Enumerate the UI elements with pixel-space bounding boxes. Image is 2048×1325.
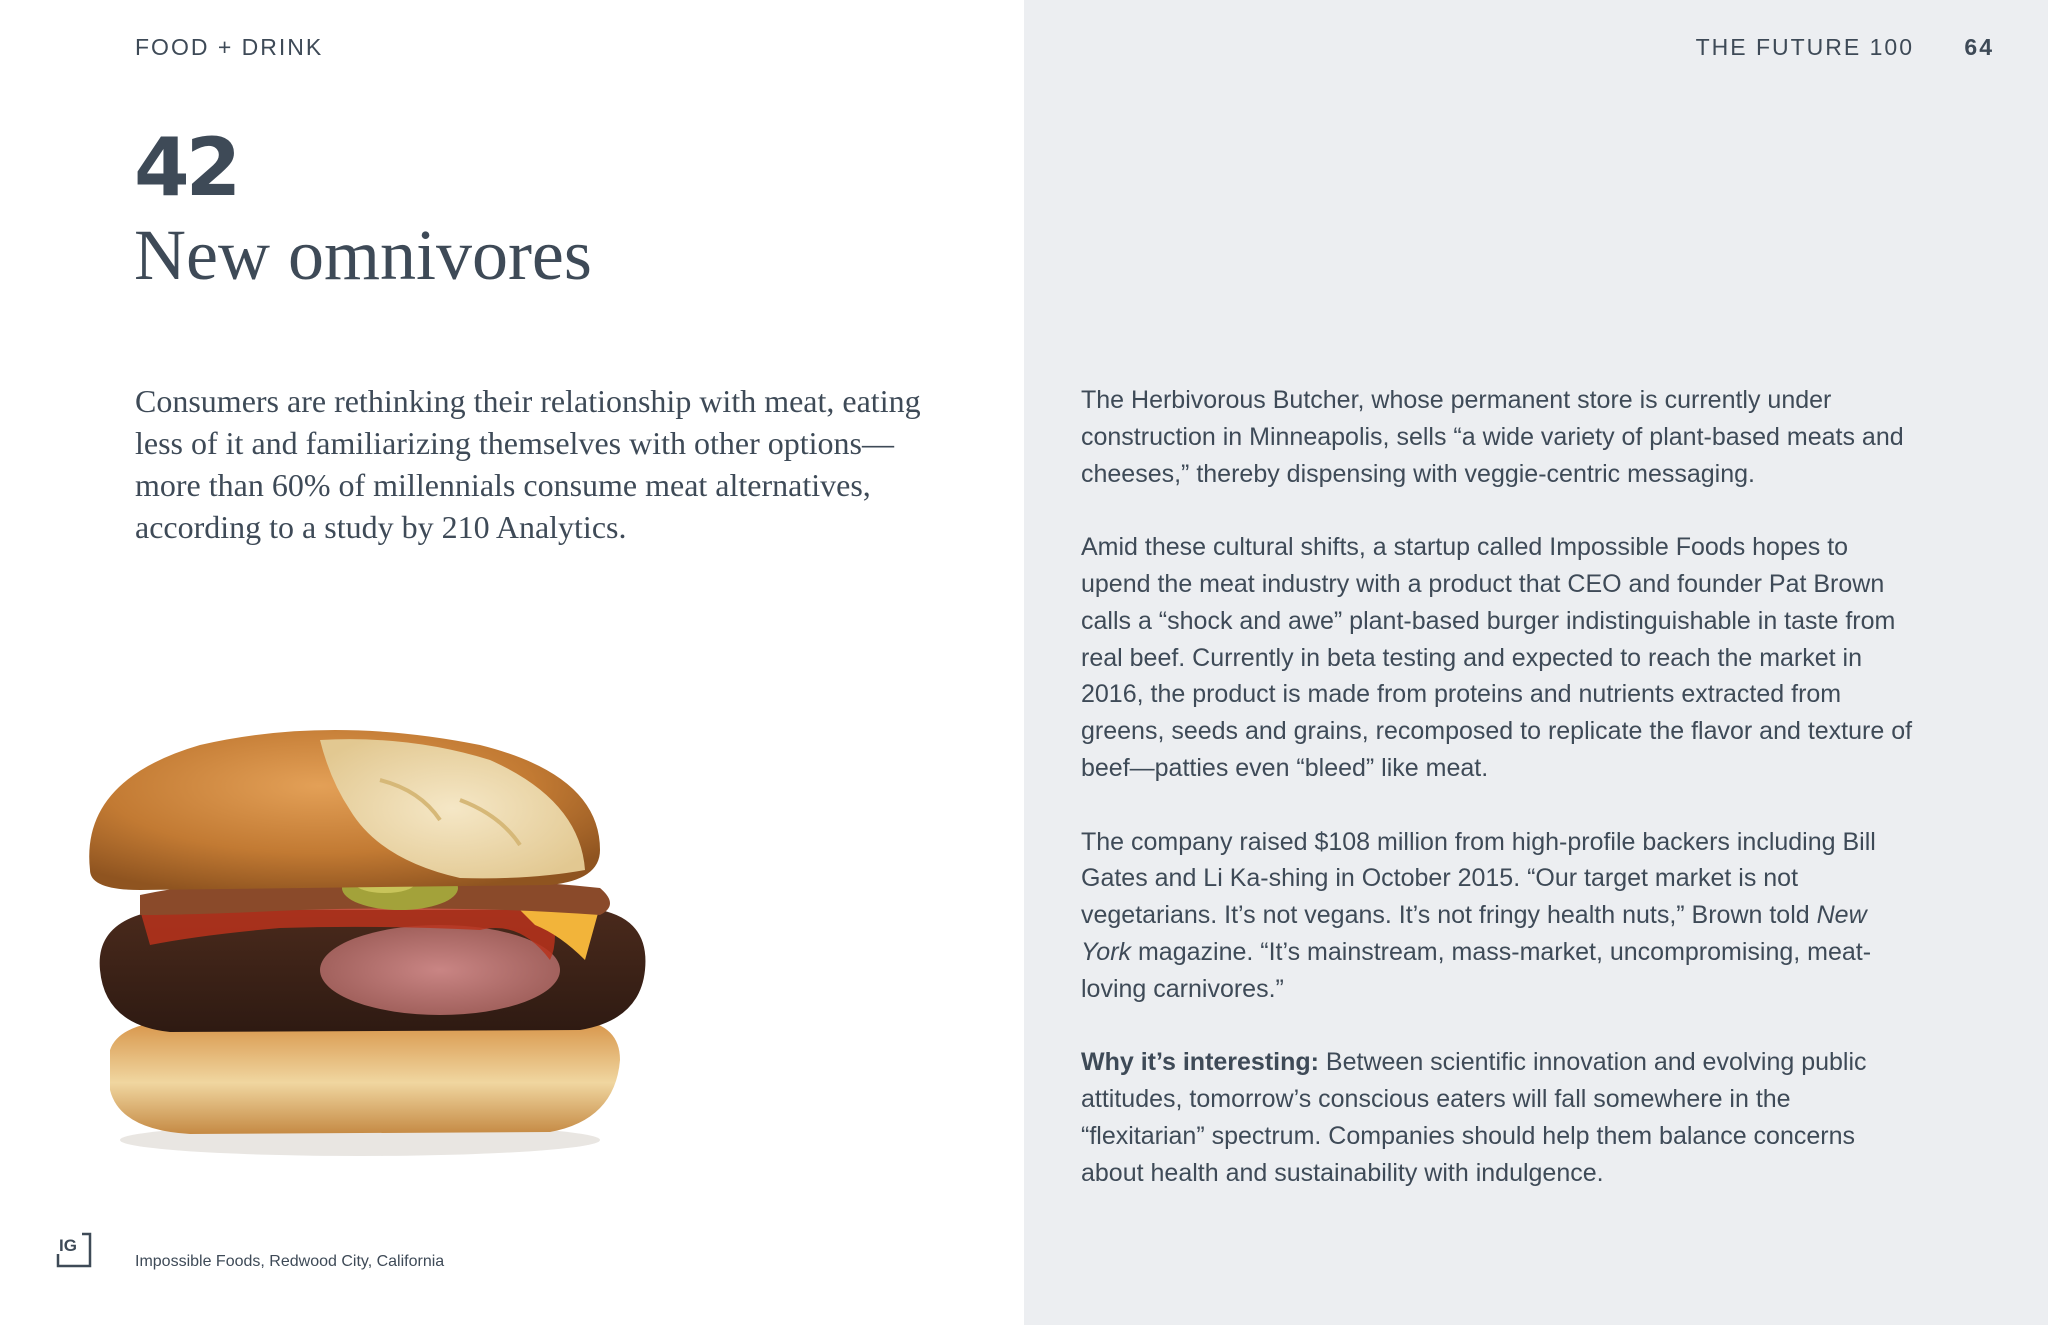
paragraph-3-text-b: magazine. “It’s mainstream, mass-market, uncompromising, meat-loving carnivores.” bbox=[1081, 937, 1872, 1003]
body-paragraph-1: The Herbivorous Butcher, whose permanent store is currently under construction in Minneapolis, sells “a wide variety of plant-based meats and cheeses,” thereby dispensing with veggie-centric messaging. bbox=[1081, 386, 1904, 488]
body-text bbox=[1081, 382, 1921, 1228]
body-paragraph-3 bbox=[1081, 824, 1921, 1008]
image-caption: Impossible Foods, Redwood City, California bbox=[135, 1253, 445, 1270]
burger-photo bbox=[80, 720, 660, 1170]
ig-logo-icon bbox=[56, 1232, 92, 1268]
body-paragraph-2: Amid these cultural shifts, a startup called Impossible Foods hopes to upend the meat industry with a product that CEO and founder Pat Brown calls a “shock and awe” plant-based burger indistinguishable in taste from real beef. Currently in beta testing and expected to reach the market in 2016, the product is made from proteins and nutrients extracted from greens, seeds and grains, recomposed to replicate the flavor and texture of beef—patties even “bleed” like meat. bbox=[1081, 533, 1913, 782]
paragraph-3-text-a: The company raised $108 million from high-profile backers including Bill Gates and Li Ka-shing in October 2015. “Our target market is not vegetarians. It’s not vegans. It’s not fringy health nuts,” Brown told bbox=[1081, 827, 1876, 930]
why-interesting-label: Why it’s interesting: bbox=[1081, 1048, 1319, 1077]
publication-title: THE FUTURE 100 bbox=[1695, 34, 1914, 60]
intro-paragraph: Consumers are rethinking their relationship with meat, eating less of it and familiarizing themselves with other options—more than 60% of millennials consume meat alternatives, according to a study by 210 Analytics. bbox=[135, 383, 921, 545]
ig-logo-text: IG bbox=[59, 1236, 77, 1255]
page-number: 64 bbox=[1964, 34, 1994, 60]
trend-number: 42 bbox=[134, 121, 238, 214]
section-label: FOOD + DRINK bbox=[135, 34, 324, 60]
why-interesting-paragraph bbox=[1081, 1044, 1921, 1191]
trend-title: New omnivores bbox=[134, 215, 592, 295]
magazine-name: New York bbox=[1081, 901, 1867, 966]
why-interesting-text: Between scientific innovation and evolving public attitudes, tomorrow’s conscious eaters will fall somewhere in the “flexitarian” spectrum. Companies should help them balance concerns about health and sustainability with indulgence. bbox=[1081, 1048, 1867, 1187]
